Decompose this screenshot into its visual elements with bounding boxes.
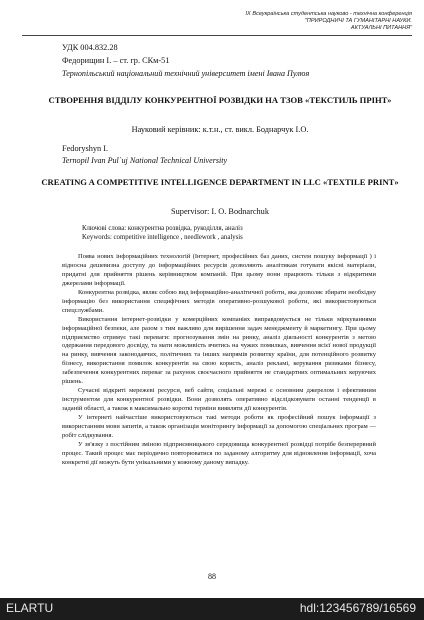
author-en: Fedoryshyn I. xyxy=(62,144,109,153)
affiliation-en: Ternopil Ivan Pul`uj National Technical University xyxy=(62,156,228,165)
page-number: 88 xyxy=(208,572,216,581)
conference-header-line-1: IX Всеукраїнська студентська науково - технічна конференція "ПРИРОДНИЧІ ТА ГУМАНІТАРНІ НАУКИ. xyxy=(245,11,412,24)
article-body xyxy=(62,253,376,468)
author-ua: Федорищин І. – ст. гр. СКм-51 xyxy=(62,56,170,65)
repository-label: ELARTU xyxy=(6,601,54,615)
udk-code: УДК 004.832.28 xyxy=(62,43,118,52)
paragraph: Поява нових інформаційних технологій (Інтернет, професійних баз даних, систем пошуку інформації ) і відносна дешевизна доступу до інформаційних ресурсів дозволяють аналітикам готувати якісні матеріали, придатні для прийняття рішень керівництвом компаній. При цьому вони працюють тільки з відкритими джерелами інформації. xyxy=(62,253,376,287)
supervisor-ua: Науковий керівник: к.т.н., ст. викл. Боднарчук І.О. xyxy=(131,125,309,134)
paragraph: Сучасні відкриті мережеві ресурси, веб сайти, соціальні мережі є основним джерелом і ефективним інструментом для конкурентної розвідки. Вони дозволять оперативно відслідковувати останні тенденції в заданій області, а також в максимально короткі терміни виявляти дії конкурентів. xyxy=(62,387,376,412)
header-divider xyxy=(22,35,412,36)
keywords-en: Keywords: competitive intelligence , needlework , analysis xyxy=(82,234,243,241)
title-ua: СТВОРЕННЯ ВІДДІЛУ КОНКУРЕНТНОЇ РОЗВІДКИ НА ТЗОВ «ТЕКСТИЛЬ ПРІНТ» xyxy=(48,95,392,105)
keywords-ua: Ключові слова: конкурентна розвідка, рукоділля, аналіз xyxy=(82,225,243,232)
conference-header xyxy=(228,11,412,32)
paragraph: Використання інтернет-розвідки у комерційних компаніях виправдовується не тільки міркуваннями інформаційної безпеки, але разом з тим важливо для вирішення задач менеджменту й маркетингу. При цьому підприємство отримує такі переваги: прогнозування змін на ринку, аналіз діяльності конкурентів з метою одержання передового досвіду, та мати можливість вчитись на чужих помилках, вивчення всієї нової продукції на ринку, вивчення законодавчих, політичних та інших напрямів розвитку країни, для потенційного розвитку бізнесу, використання помилок конкурентів на свою користь, аналіз рекламі, керування ризиками бізнесу, забезпечення конкурентних переваг за рахунок своєчасного прийняття не стандартних оптимальних керуючих рішень. xyxy=(62,315,376,386)
supervisor-en: Supervisor: I. O. Bodnarchuk xyxy=(171,207,269,216)
handle-identifier: hdl:123456789/16569 xyxy=(299,601,416,615)
keywords-block xyxy=(82,224,243,242)
title-en: CREATING A COMPETITIVE INTELLIGENCE DEPARTMENT IN LLC «TEXTILE PRINT» xyxy=(41,177,399,187)
paragraph: Конкурентна розвідка, являє собою вид інформаційно-аналітичної роботи, яка дозволяє збирати необхідну інформацію без використання специфічних методів оперативно-розшукової роботи, які використовуються спецслужбами. xyxy=(62,288,376,314)
conference-header-line-2: АКТУАЛЬНІ ПИТАННЯ" xyxy=(350,25,412,31)
affiliation-ua: Тернопільський національний технічний університет імені Івана Пулюя xyxy=(62,69,310,78)
paragraph: У зв'язку з постійним зміною підприємницького середовища конкурентної розвідці потрібе безперервний процес. Такий процес має періодично повторюватися по заданому алгоритму для відновлення інформації, хоча конкретні дії можуть бути унікальними у кожному даному випадку. xyxy=(62,440,376,466)
paragraph: У інтернеті найчастіше використовуються такі методи роботи як професійний пошук інформації з використанням мови запитів, а також організація моніторингу інформації за допомогою спеціальних програм — робіт слідкування. xyxy=(62,414,376,439)
